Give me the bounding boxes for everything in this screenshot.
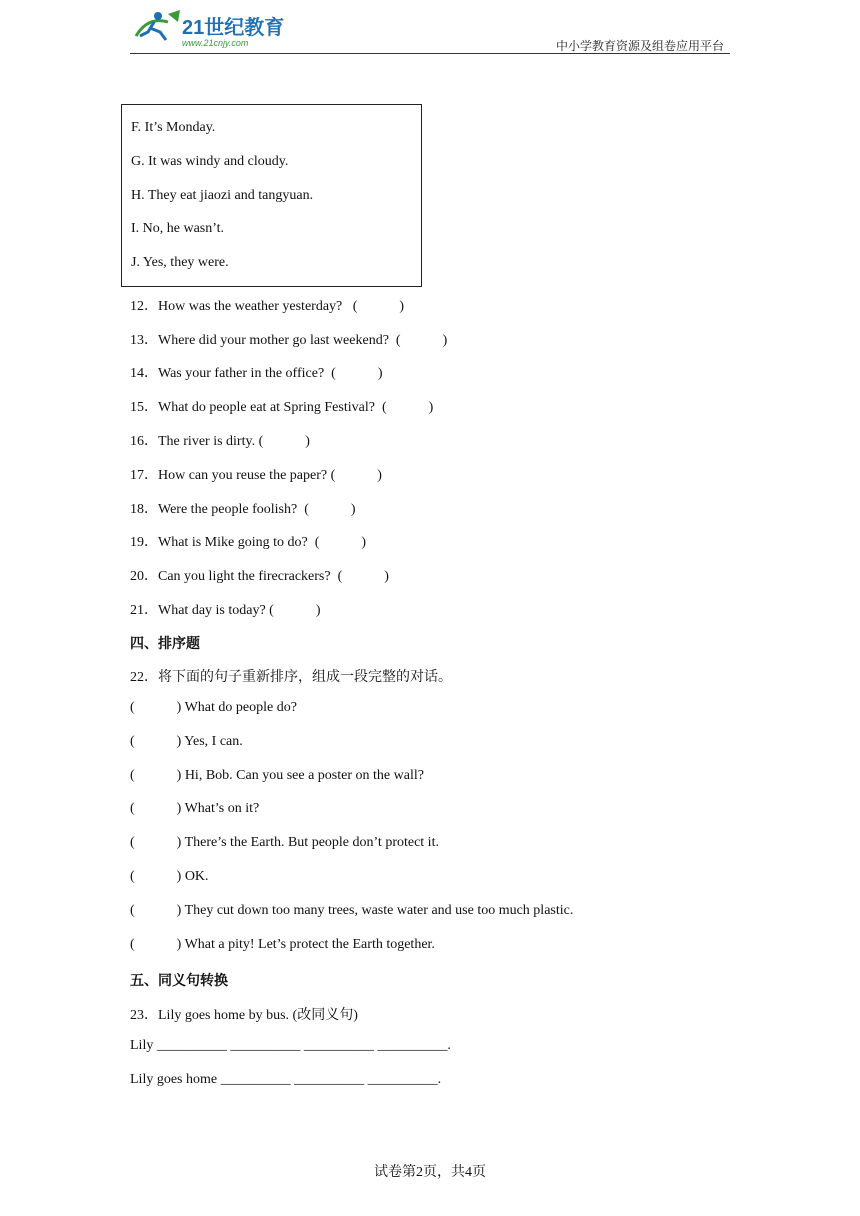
option-f: F. It’s Monday. — [131, 120, 216, 135]
question-21: 21．What day is today? ( ) — [130, 603, 321, 618]
answer-line-1: Lily __________ __________ __________ __________. — [130, 1038, 451, 1053]
question-17: 17．How can you reuse the paper? ( ) — [130, 468, 382, 483]
question-23: 23．Lily goes home by bus. (改同义句) — [130, 1008, 358, 1023]
question-18: 18．Were the people foolish? ( ) — [130, 502, 356, 517]
question-22-instruction: 22．将下面的句子重新排序，组成一段完整的对话。 — [130, 670, 452, 685]
logo-text: 21世纪教育 — [182, 17, 285, 39]
page-number: 试卷第2页，共4页 — [374, 1165, 486, 1180]
logo-url: www.21cnjy.com — [182, 38, 249, 48]
option-i: I. No, he wasn’t. — [131, 221, 225, 236]
ordering-item: ( ) Yes, I can. — [130, 734, 243, 749]
question-19: 19．What is Mike going to do? ( ) — [130, 535, 367, 550]
header-divider — [130, 53, 730, 54]
question-13: 13．Where did your mother go last weekend? ( ) — [130, 333, 448, 348]
logo-runner-icon — [128, 6, 298, 50]
site-logo — [128, 6, 298, 50]
question-15: 15．What do people eat at Spring Festival? ( ) — [130, 400, 434, 415]
platform-text: 中小学教育资源及组卷应用平台 — [555, 39, 724, 53]
answer-options-box — [121, 104, 422, 287]
answer-line-2: Lily goes home __________ __________ __________. — [130, 1072, 442, 1087]
question-12: 12．How was the weather yesterday? ( ) — [130, 299, 405, 314]
option-g: G. It was windy and cloudy. — [131, 154, 289, 169]
question-14: 14．Was your father in the office? ( ) — [130, 366, 383, 381]
section-4-heading: 四、排序题 — [130, 637, 200, 652]
ordering-item: ( ) OK. — [130, 869, 209, 884]
question-16: 16．The river is dirty. ( ) — [130, 434, 310, 449]
section-5-heading: 五、同义句转换 — [130, 974, 228, 989]
question-20: 20．Can you light the firecrackers? ( ) — [130, 569, 389, 584]
ordering-item: ( ) There’s the Earth. But people don’t protect it. — [130, 835, 439, 850]
option-j: J. Yes, they were. — [131, 255, 229, 270]
ordering-item: ( ) Hi, Bob. Can you see a poster on the wall? — [130, 768, 424, 783]
ordering-item: ( ) They cut down too many trees, waste water and use too much plastic. — [130, 903, 574, 918]
ordering-item: ( ) What’s on it? — [130, 801, 260, 816]
ordering-item: ( ) What do people do? — [130, 700, 297, 715]
ordering-item: ( ) What a pity! Let’s protect the Earth together. — [130, 937, 435, 952]
option-h: H. They eat jiaozi and tangyuan. — [131, 188, 314, 203]
